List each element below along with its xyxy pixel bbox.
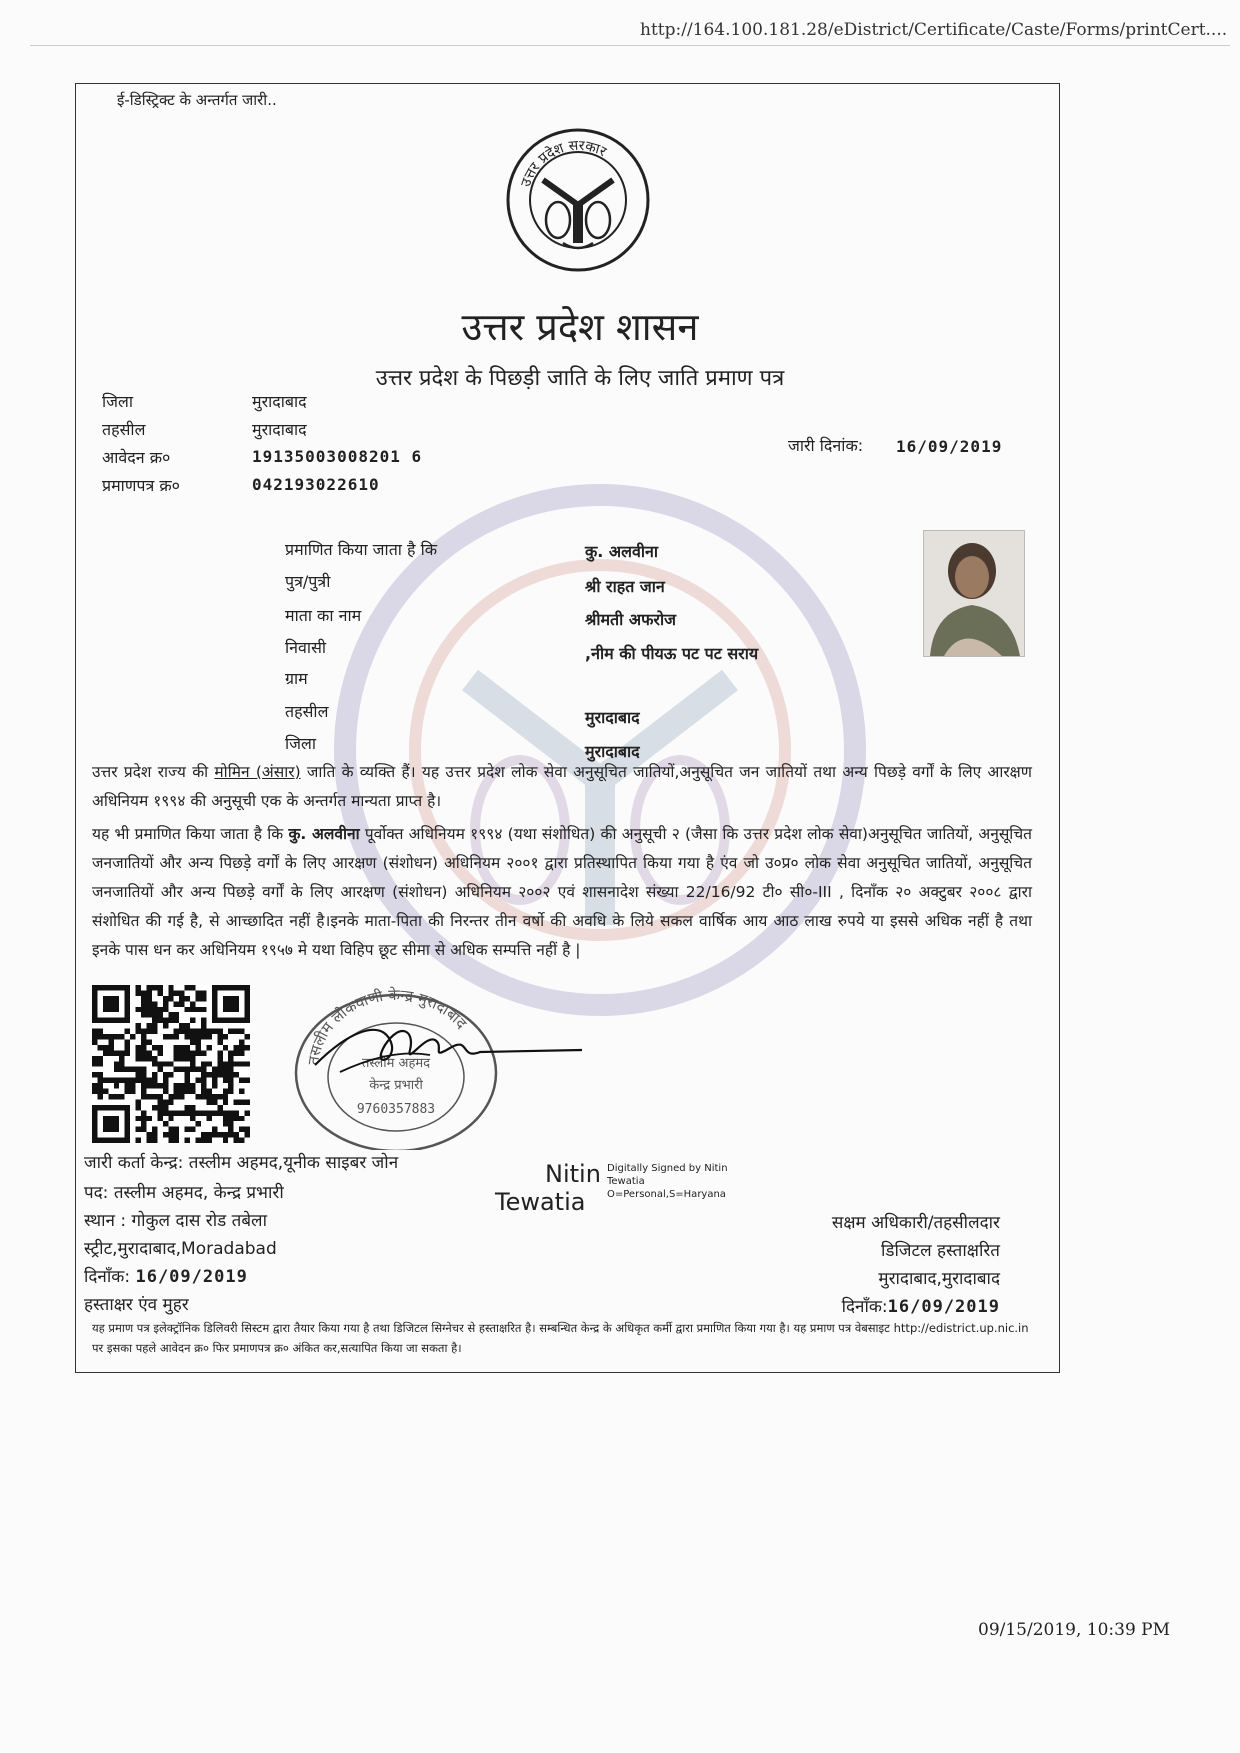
authority-title: सक्षम अधिकारी/तहसीलदार (831, 1213, 1000, 1233)
document-title: उत्तर प्रदेश शासन (461, 305, 699, 349)
caste-paragraph-part1: उत्तर प्रदेश राज्य की (92, 763, 215, 781)
seal-line-1: तस्लीम अहमद (361, 1056, 431, 1071)
issue-date-label: जारी दिनांक: (788, 436, 864, 455)
handwritten-signature (310, 1010, 590, 1090)
svg-text:उत्तर प्रदेश सरकार (518, 138, 609, 189)
up-government-emblem-icon (503, 125, 653, 275)
tehsil-label: तहसील (102, 420, 146, 439)
exclusion-paragraph-part2: पूर्वोक्त अधिनियम १९९४ (यथा संशोधित) की अनुसूची २ (जैसा कि उत्तर प्रदेश लोक सेवा)अनुसूचित जातियों, अनुसूचित जनजातियों और अन्य पिछड़े वर्गों के लिए आरक्षण (संशोधन) अधिनियम २००१ द्वारा प्रतिस्थापित किया गया है एंव जो उ०प्र० लोक सेवा अनुसूचित जातियों, अनुसूचित जनजातियों और अन्य पिछड़े वर्गों के लिए आरक्षण (संशोधन) अधिनियम २००२ एवं शासनादेश संख्या 22/16/92 टी० सी०-III , दिनाँक २० अक्टुबर २००८ द्वारा संशोधित की गई है, से आच्छादित नहीं है।इनके माता-पिता की निरन्तर तीन वर्षो की अवधि के लिये सकल वार्षिक आय आठ लाख रुपये या इससे अधिक नहीं है तथा इनके पास धन कर अधिनियम १९५७ मे यथा विहिप छूट सीमा से अधिक सम्पत्ति नहीं है | (92, 825, 1033, 959)
header-divider (30, 45, 1230, 46)
digital-signer-last-name: Tewatia (495, 1188, 586, 1216)
caste-paragraph (92, 758, 1032, 816)
caste-paragraph-part2: जाति के व्यक्ति हैं। यह उत्तर प्रदेश लोक सेवा अनुसूचित जातियों,अनुसूचित जन जातियों तथा अन्य पिछड़े वर्गों के लिए आरक्षण अधिनियम १९९४ की अनुसूची एक के अन्तर्गत मान्यता प्राप्त है। (92, 763, 1033, 810)
issuer-date-value: 16/09/2019 (135, 1267, 248, 1287)
qr-code-icon (92, 985, 250, 1143)
emblem-ring-text: उत्तर प्रदेश सरकार (518, 137, 609, 189)
digital-signer-first-name: Nitin (545, 1160, 601, 1188)
applicant-name: कु. अलवीना (585, 542, 659, 561)
authority-date (842, 1294, 1000, 1317)
mother-name: श्रीमती अफरोज (585, 610, 676, 629)
print-timestamp: 09/15/2019, 10:39 PM (978, 1620, 1171, 1640)
tehsil-value: मुरादाबाद (252, 420, 307, 439)
district-value: मुरादाबाद (252, 392, 307, 411)
seal-ring-text: तसलीम लोकवाणी केन्द्र मुरादाबाद (304, 985, 471, 1066)
verification-note: यह प्रमाण पत्र इलेक्ट्रॉनिक डिलिवरी सिस्टम द्वारा तैयार किया गया है तथा डिजिटल सिग्नेचर से हस्ताक्षरित है। सम्बन्धित केन्द्र के अधिकृत कर्मी द्वारा प्रमाणित किया गया है। यह प्रमाण पत्र वेबसाइट http://edistrict.up.nic.in पर इसका पहले आवेदन क्र० फिर प्रमाणपत्र क्र० अंकित कर,सत्यापित किया जा सकता है। (92, 1321, 1029, 1355)
issuer-designation: पद: तस्लीम अहमद, केन्द्र प्रभारी (84, 1183, 284, 1203)
application-no-value: 19135003008201 6 (252, 447, 423, 466)
person-district-label: जिला (285, 734, 317, 753)
caste-name: मोमिन (अंसार) (214, 763, 301, 781)
certificate-no-value: 042193022610 (252, 475, 380, 494)
applicant-photo (923, 530, 1025, 657)
exclusion-paragraph (92, 820, 1032, 965)
issuer-center: जारी कर्ता केन्द्र: तस्लीम अहमद,यूनीक साइबर जोन (84, 1153, 399, 1173)
digital-signature-details (607, 1162, 767, 1201)
authority-place: मुरादाबाद,मुरादाबाद (878, 1269, 1000, 1289)
child-of-label: पुत्र/पुत्री (285, 572, 331, 591)
digital-signature (495, 1160, 728, 1216)
mother-label: माता का नाम (285, 606, 362, 625)
issuer-date (84, 1264, 248, 1287)
seal-line-2: केन्द्र प्रभारी (369, 1078, 423, 1093)
resident-label: निवासी (285, 638, 327, 657)
person-district-value: मुरादाबाद (585, 742, 640, 761)
issued-under-note: ई-डिस्ट्रिक्ट के अन्तर्गत जारी.. (117, 91, 277, 109)
application-no-label: आवेदन क्र० (102, 448, 171, 467)
person-tehsil-label: तहसील (285, 702, 329, 721)
issue-date-value: 16/09/2019 (896, 437, 1003, 456)
resident-value: ,नीम की पीयऊ पट पट सराय (585, 644, 759, 663)
browser-url: http://164.100.181.28/eDistrict/Certificate/Caste/Forms/printCert.... (640, 20, 1228, 40)
village-label: ग्राम (285, 669, 308, 688)
exclusion-paragraph-part1: यह भी प्रमाणित किया जाता है कि (92, 825, 289, 843)
certify-label: प्रमाणित किया जाता है कि (285, 540, 438, 559)
seal-line-3: 9760357883 (356, 1102, 436, 1117)
issuer-place-line-1: स्थान : गोकुल दास रोड तबेला (84, 1211, 267, 1231)
exclusion-applicant-name: कु. अलवीना (288, 825, 360, 843)
authority-date-label: दिनाँक: (841, 1297, 888, 1317)
digital-signature-line-1: Digitally Signed by Nitin Tewatia (607, 1163, 728, 1187)
authority-signed: डिजिटल हस्ताक्षरित (881, 1241, 1000, 1261)
issuer-place-line-2: स्ट्रीट,मुरादाबाद,Moradabad (84, 1239, 277, 1259)
issuer-date-label: दिनाँक: (84, 1267, 136, 1287)
issuer-sign-label: हस्ताक्षर एंव मुहर (84, 1295, 189, 1315)
certificate-no-label: प्रमाणपत्र क्र० (102, 476, 180, 495)
authority-date-value: 16/09/2019 (887, 1297, 1000, 1317)
digital-signature-line-2: O=Personal,S=Haryana (607, 1189, 726, 1200)
person-tehsil-value: मुरादाबाद (585, 708, 640, 727)
document-subtitle: उत्तर प्रदेश के पिछड़ी जाति के लिए जाति प्रमाण पत्र (375, 366, 785, 391)
district-label: जिला (102, 392, 134, 411)
father-name: श्री राहत जान (585, 577, 665, 596)
